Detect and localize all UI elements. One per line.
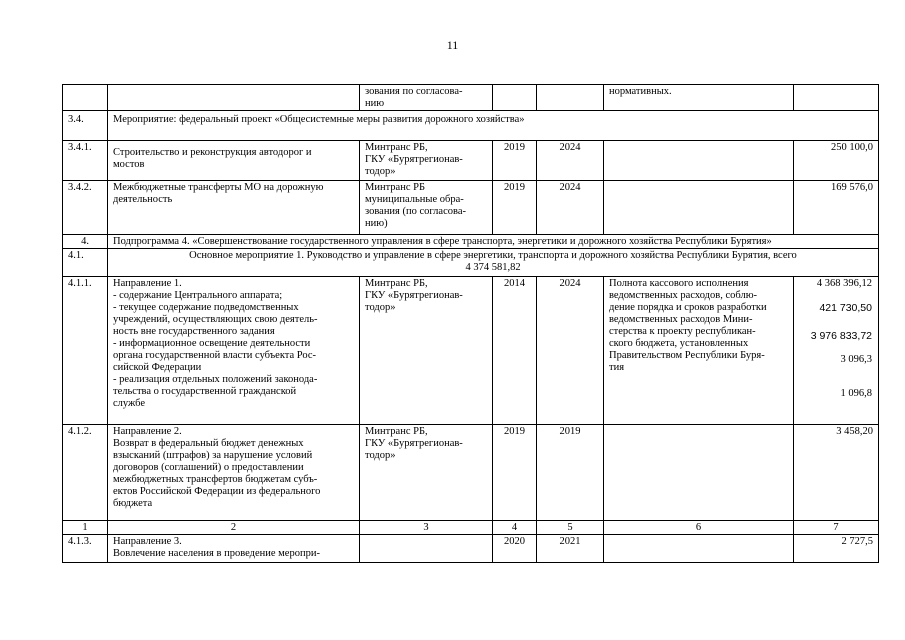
cell-amounts <box>794 277 879 425</box>
cell-number: 3.4.2. <box>63 181 108 235</box>
table-row <box>63 181 879 235</box>
amount-total: 4 368 396,12 <box>816 278 872 289</box>
table-row <box>63 141 879 181</box>
cell-end-year: 2024 <box>537 181 604 235</box>
cell-number: 4.1.3. <box>63 535 108 563</box>
column-number: 2 <box>108 521 360 535</box>
cell-end-year: 2024 <box>537 277 604 425</box>
cell-result <box>604 141 794 181</box>
column-number: 3 <box>360 521 493 535</box>
table-row <box>63 111 879 141</box>
table-row <box>63 425 879 521</box>
column-number: 5 <box>537 521 604 535</box>
cell-result: Полнота кассового исполнения ведомственных расходов, соблю- дение порядка и сроков разработки ведомственных расходов Мини- стерства к проекту республикан- ского бюджета, установленных Правительством Республики Буря- тия <box>604 277 794 425</box>
cell-number: 3.4. <box>63 111 108 141</box>
cell-description: Направление 1. - содержание Центрального аппарата; - текущее содержание подведомственных учреждений, осуществляющих свою деятель- ность вне государственного задания - информационное освещение деятельности органа государственной власти субъекта Рос- сийской Федерации - реализация отдельных положений законода- тельства о государственной гражданской службе <box>108 277 360 425</box>
amount-1: 421 730,50 <box>819 302 872 314</box>
cell-number: 4.1.1. <box>63 277 108 425</box>
cell-start-year: 2014 <box>493 277 537 425</box>
column-number-row <box>63 521 879 535</box>
cell-number: 4.1. <box>63 249 108 277</box>
cell-end-year: 2019 <box>537 425 604 521</box>
cell-responsible: Минтранс РБ, ГКУ «Бурятрегионав- тодор» <box>360 425 493 521</box>
cell-start-year: 2020 <box>493 535 537 563</box>
amount-4: 1 096,8 <box>840 388 872 399</box>
cell-number: 3.4.1. <box>63 141 108 181</box>
column-number: 7 <box>794 521 879 535</box>
cell-amount <box>794 85 879 111</box>
cell-responsible: зования по согласова- нию <box>360 85 493 111</box>
cell-start-year: 2019 <box>493 141 537 181</box>
cell-description: Межбюджетные трансферты МО на дорожную деятельность <box>108 181 360 235</box>
cell-responsible: Минтранс РБ, ГКУ «Бурятрегионав- тодор» <box>360 141 493 181</box>
column-number: 6 <box>604 521 794 535</box>
cell-start-year: 2019 <box>493 425 537 521</box>
cell-result <box>604 535 794 563</box>
amount-3: 3 096,3 <box>840 354 872 365</box>
cell-description: Строительство и реконструкция автодорог и мостов <box>108 141 360 181</box>
cell-description: Направление 2. Возврат в федеральный бюджет денежных взысканий (штрафов) за нарушение условий договоров (соглашений) о предоставлении межбюджетных трансфертов бюджетам субъ- ектов Российской Федерации из федерального бюджета <box>108 425 360 521</box>
page-number: 11 <box>446 38 459 52</box>
table-row <box>63 249 879 277</box>
cell-responsible: Минтранс РБ муниципальные обра- зования (по согласова- нию) <box>360 181 493 235</box>
amount-2: 3 976 833,72 <box>810 330 872 342</box>
cell-amount: 169 576,0 <box>794 181 879 235</box>
cell-end-year: 2024 <box>537 141 604 181</box>
table-row <box>63 85 879 111</box>
cell-end-year: 2021 <box>537 535 604 563</box>
cell-description: Направление 3. Вовлечение населения в проведение меропри- <box>108 535 360 563</box>
cell-activity-title: Мероприятие: федеральный проект «Общесистемные меры развития дорожного хозяйства» <box>108 111 879 141</box>
column-number: 1 <box>63 521 108 535</box>
cell-amount: 250 100,0 <box>794 141 879 181</box>
cell-description <box>108 85 360 111</box>
table-row <box>63 535 879 563</box>
cell-result <box>604 425 794 521</box>
cell-responsible <box>360 535 493 563</box>
cell-number: 4.1.2. <box>63 425 108 521</box>
program-table <box>62 84 879 563</box>
cell-start-year <box>493 85 537 111</box>
table-row <box>63 235 879 249</box>
cell-result: нормативных. <box>604 85 794 111</box>
cell-result <box>604 181 794 235</box>
cell-responsible: Минтранс РБ, ГКУ «Бурятрегионав- тодор» <box>360 277 493 425</box>
cell-number <box>63 85 108 111</box>
cell-main-activity-title: Основное мероприятие 1. Руководство и управление в сфере энергетики, транспорта и дорожного хозяйства Республики Бурятия, всего 4 374 581,82 <box>108 249 879 277</box>
cell-end-year <box>537 85 604 111</box>
column-number: 4 <box>493 521 537 535</box>
cell-start-year: 2019 <box>493 181 537 235</box>
cell-amount: 2 727,5 <box>794 535 879 563</box>
table-row <box>63 277 879 425</box>
cell-amount: 3 458,20 <box>794 425 879 521</box>
cell-number: 4. <box>63 235 108 249</box>
cell-subprogram-title: Подпрограмма 4. «Совершенствование государственного управления в сфере транспорта, энергетики и дорожного хозяйства Республики Бурятия» <box>108 235 879 249</box>
